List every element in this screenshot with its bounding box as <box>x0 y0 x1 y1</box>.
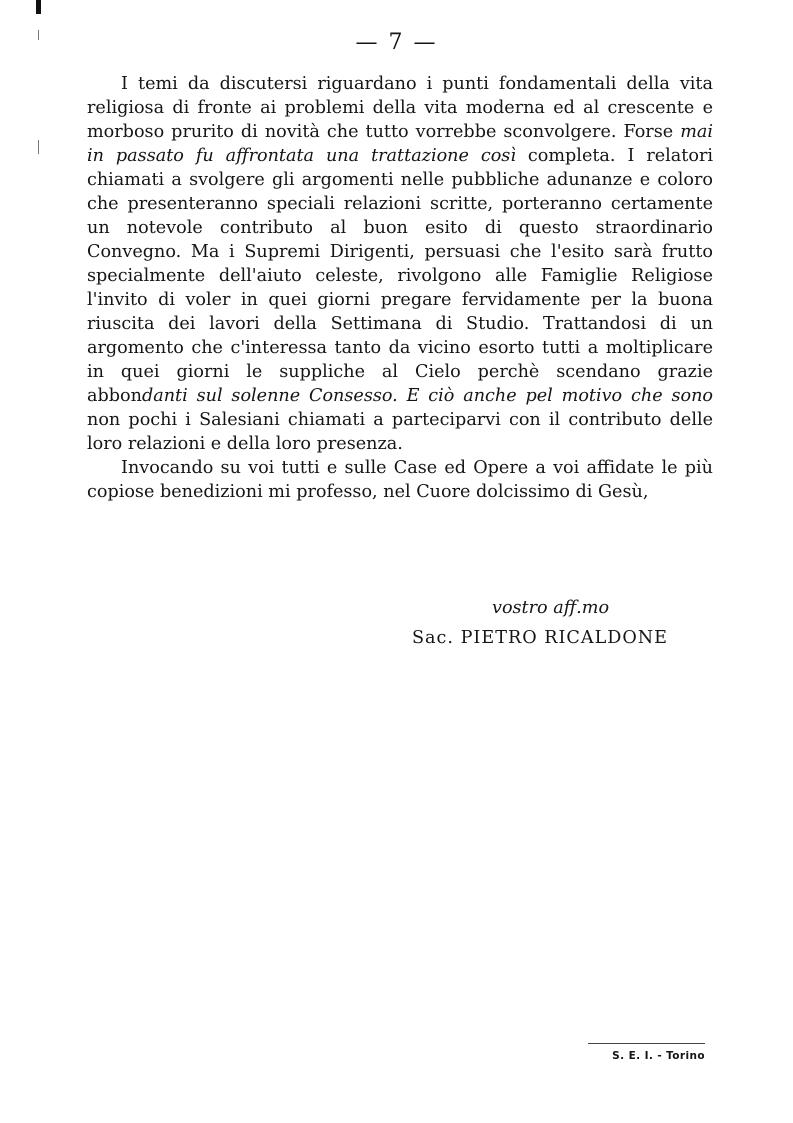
paragraph-2: Invocando su voi tutti e sulle Case ed Opere a voi affidate le più copiose benedizioni mi professo, nel Cuore dolcissimo di Gesù, <box>87 458 713 502</box>
letter-closing <box>0 598 793 658</box>
page-number: — 7 — <box>355 30 438 55</box>
printer-imprint: S. E. I. - Torino <box>612 1050 705 1062</box>
letter-body <box>87 72 713 504</box>
footer-rule <box>588 1043 705 1044</box>
paragraph-1-text-c: non pochi i Salesiani chiamati a parteciparvi con il contributo delle loro relazioni e della loro presenza. <box>87 410 713 454</box>
signature: Sac. PIETRO RICALDONE <box>412 628 669 648</box>
corner-print-mark <box>36 0 41 14</box>
margin-mark <box>38 140 39 154</box>
paragraph-1-text-a: I temi da discutersi riguardano i punti fondamentali della vita religiosa di fronte ai problemi della vita moderna ed al crescente e morboso prurito di novità che tutto vorrebbe sconvolgere. Forse <box>87 74 713 142</box>
paragraph-1-italic-b: danti sul solenne Consesso. E ciò anche pel motivo che sono <box>141 386 713 406</box>
closing-salutation: vostro aff.mo <box>492 598 610 618</box>
paragraph-1-text-b: completa. I relatori chiamati a svolgere gli argomenti nelle pubbliche adunanze e coloro che presenteranno speciali relazioni scritte, porteranno certamente un notevole contributo al buon esito di questo straordinario Convegno. Ma i Supremi Dirigenti, persuasi che l'esito sarà frutto specialmente dell'aiuto celeste, rivolgono alle Famiglie Religiose l'invito di voler in quei giorni pregare fervidamente per la buona riuscita dei lavori della Settimana di Studio. Trattandosi di un argomento che c'interessa tanto da vicino esorto tutti a moltiplicare in quei giorni le suppliche al Cielo perchè scendano grazie abbon <box>87 146 713 406</box>
paragraph-1-italic-a: mai in passato fu affrontata una trattazione così <box>87 122 713 166</box>
paragraph-1 <box>87 72 713 456</box>
